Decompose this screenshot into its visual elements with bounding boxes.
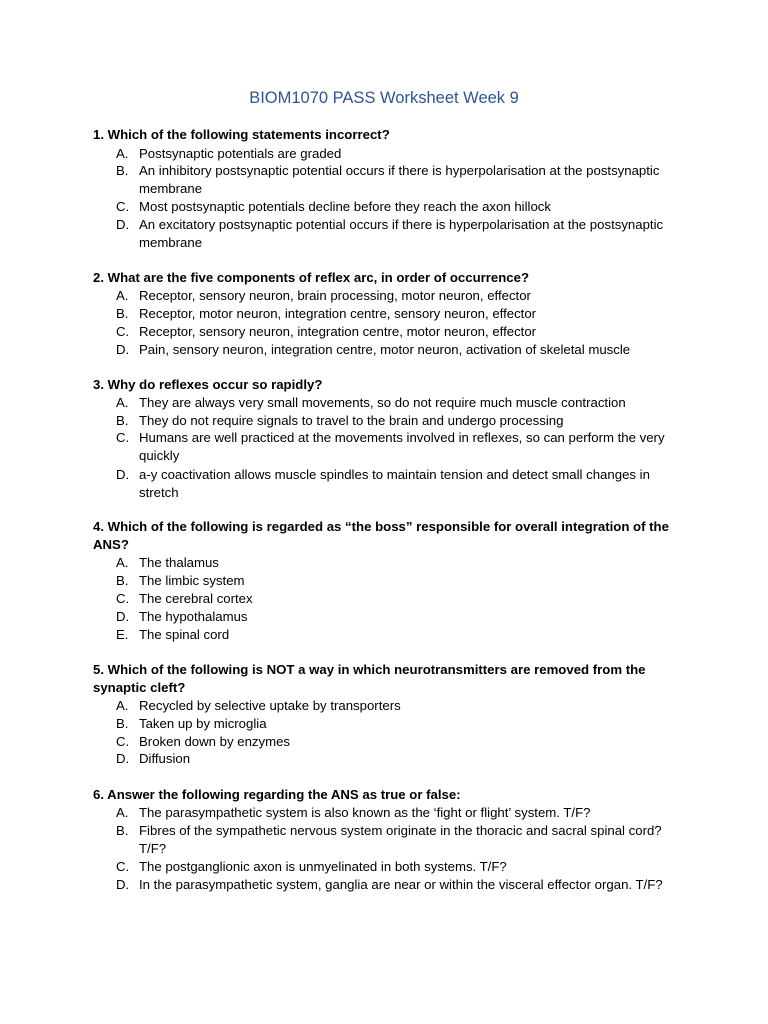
option-letter: A. (116, 288, 129, 303)
option-text: The limbic system (139, 573, 245, 588)
option-letter: B. (116, 163, 129, 178)
option-3d (116, 466, 682, 501)
option-letter: E. (116, 627, 129, 642)
option-letter: D. (116, 342, 130, 357)
question-2: 2. What are the five components of reflex arc, in order of occurrence? (93, 270, 530, 285)
option-6d (116, 876, 682, 894)
option-letter: C. (116, 199, 130, 214)
option-1d (116, 216, 682, 251)
question-1: 1. Which of the following statements incorrect? (93, 127, 390, 142)
option-text: Receptor, sensory neuron, brain processing, motor neuron, effector (139, 288, 531, 303)
option-4d (116, 608, 682, 626)
option-letter: C. (116, 859, 130, 874)
option-letter: D. (116, 751, 130, 766)
page-title: BIOM1070 PASS Worksheet Week 9 (249, 89, 519, 107)
option-text: Most postsynaptic potentials decline before they reach the axon hillock (139, 199, 551, 214)
option-text: In the parasympathetic system, ganglia are near or within the visceral effector organ. T/F? (139, 877, 663, 892)
question-5: 5. Which of the following is NOT a way in which neurotransmitters are removed from the synaptic cleft? (93, 662, 646, 695)
option-4e (116, 626, 682, 644)
option-text: Broken down by enzymes (139, 734, 290, 749)
option-3c (116, 429, 682, 464)
option-letter: C. (116, 734, 130, 749)
option-text: a-y coactivation allows muscle spindles to maintain tension and detect small changes in stretch (139, 467, 650, 500)
option-6b (116, 822, 682, 857)
option-5d (116, 750, 682, 768)
option-5c (116, 733, 682, 751)
option-2d (116, 341, 682, 359)
option-letter: A. (116, 395, 129, 410)
option-text: Postsynaptic potentials are graded (139, 146, 342, 161)
option-2c (116, 323, 682, 341)
option-text: The cerebral cortex (139, 591, 253, 606)
option-text: Fibres of the sympathetic nervous system originate in the thoracic and sacral spinal cord? T/F? (139, 823, 662, 856)
option-letter: D. (116, 877, 130, 892)
option-letter: D. (116, 217, 130, 232)
question-4: 4. Which of the following is regarded as “the boss” responsible for overall integration of the ANS? (93, 519, 669, 552)
option-1b (116, 162, 682, 197)
option-text: Recycled by selective uptake by transporters (139, 698, 401, 713)
option-6c (116, 858, 682, 876)
option-letter: A. (116, 555, 129, 570)
option-letter: D. (116, 467, 130, 482)
option-1a (116, 145, 682, 163)
option-5a (116, 697, 682, 715)
option-6a (116, 804, 682, 822)
option-text: Taken up by microglia (139, 716, 267, 731)
option-text: Pain, sensory neuron, integration centre, motor neuron, activation of skeletal muscle (139, 342, 631, 357)
option-text: Diffusion (139, 751, 191, 766)
option-text: An excitatory postsynaptic potential occurs if there is hyperpolarisation at the postsynaptic membrane (139, 217, 664, 250)
option-letter: B. (116, 413, 129, 428)
option-text: They do not require signals to travel to the brain and undergo processing (139, 413, 564, 428)
option-text: Receptor, motor neuron, integration centre, sensory neuron, effector (139, 306, 537, 321)
option-4c (116, 590, 682, 608)
option-letter: B. (116, 573, 129, 588)
option-letter: B. (116, 306, 129, 321)
option-2b (116, 305, 682, 323)
option-3a (116, 394, 682, 412)
option-text: Receptor, sensory neuron, integration centre, motor neuron, effector (139, 324, 537, 339)
option-letter: A. (116, 146, 129, 161)
option-1c (116, 198, 682, 216)
question-3: 3. Why do reflexes occur so rapidly? (93, 377, 323, 392)
option-text: The hypothalamus (139, 609, 248, 624)
option-4b (116, 572, 682, 590)
option-2a (116, 287, 682, 305)
option-text: The spinal cord (139, 627, 230, 642)
option-text: The postganglionic axon is unmyelinated in both systems. T/F? (139, 859, 507, 874)
option-text: The thalamus (139, 555, 219, 570)
option-text: An inhibitory postsynaptic potential occurs if there is hyperpolarisation at the postsynaptic membrane (139, 163, 660, 196)
option-letter: C. (116, 324, 130, 339)
option-letter: B. (116, 716, 129, 731)
option-letter: B. (116, 823, 129, 838)
option-letter: C. (116, 430, 130, 445)
option-letter: A. (116, 698, 129, 713)
question-6: 6. Answer the following regarding the ANS as true or false: (93, 787, 461, 802)
option-5b (116, 715, 682, 733)
option-text: The parasympathetic system is also known as the ‘fight or flight’ system. T/F? (139, 805, 591, 820)
option-letter: A. (116, 805, 129, 820)
option-text: Humans are well practiced at the movements involved in reflexes, so can perform the very quickly (139, 430, 665, 463)
option-text: They are always very small movements, so do not require much muscle contraction (139, 395, 626, 410)
option-3b (116, 412, 682, 430)
option-letter: C. (116, 591, 130, 606)
option-letter: D. (116, 609, 130, 624)
option-4a (116, 554, 682, 572)
